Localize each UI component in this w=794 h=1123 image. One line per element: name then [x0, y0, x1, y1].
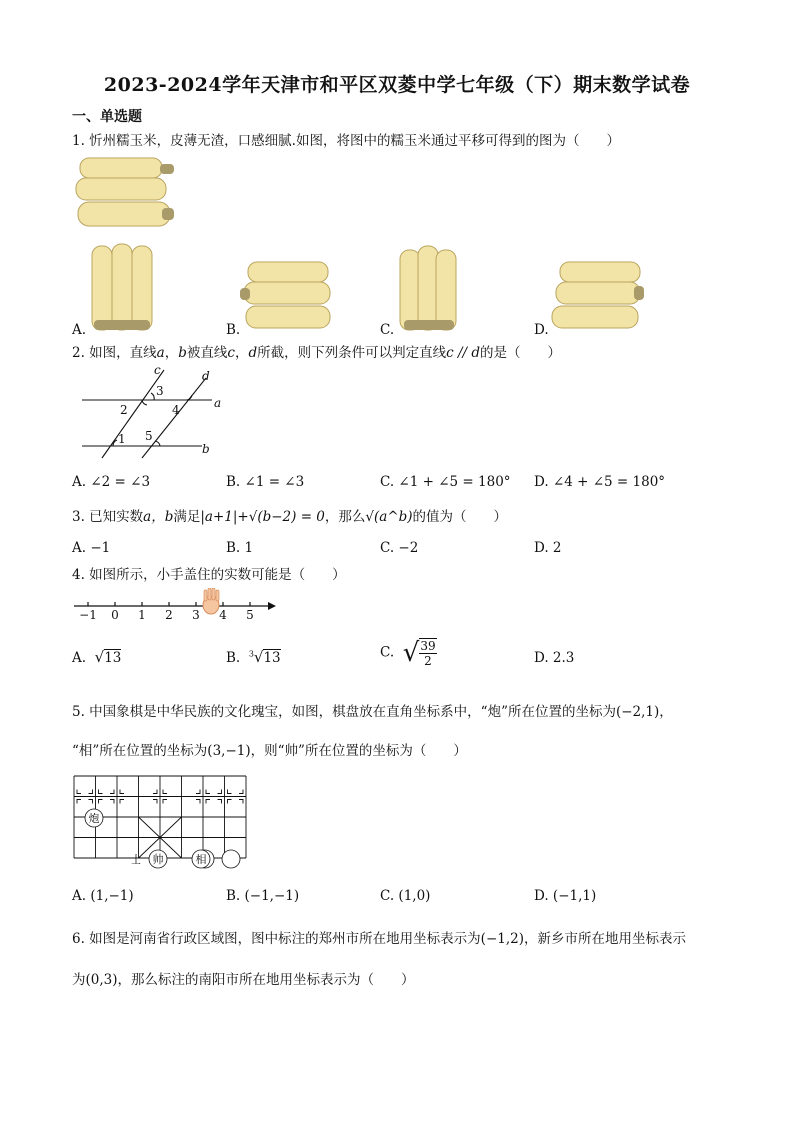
q5-option-a: A. (1,−1): [72, 888, 134, 904]
corn-option-d-image: [548, 258, 646, 334]
q5-option-c: C. (1,0): [380, 888, 431, 904]
question-4-text: 4. 如图所示，小手盖住的实数可能是（ ）: [72, 567, 346, 583]
board-mark: [153, 800, 157, 804]
q1-option-c-label: C.: [380, 322, 395, 338]
corn-original-image: [72, 154, 182, 232]
angle-2-label: 2: [120, 403, 128, 417]
piece-pao-label: 炮: [88, 812, 100, 825]
board-mark: [196, 800, 200, 804]
q2-option-c: C. ∠1 + ∠5 = 180°: [380, 474, 511, 490]
board-mark: [228, 790, 232, 794]
number-line-tick-label: −1: [79, 608, 97, 622]
board-mark: [120, 790, 124, 794]
question-1-text: 1. 忻州糯玉米，皮薄无渣，口感细腻.如图，将图中的糯玉米通过平移可得到的图为（ ）: [72, 133, 620, 149]
angle-5-label: 5: [145, 429, 153, 443]
q1-option-b-label: B.: [226, 322, 241, 338]
question-5-line-2: “相”所在位置的坐标为(3,−1)，则“帅”所在位置的坐标为（ ）: [72, 743, 467, 759]
number-line-tick-label: 1: [138, 608, 146, 622]
question-5-line-1: 5. 中国象棋是中华民族的文化瑰宝，如图，棋盘放在直角坐标系中，“炮”所在位置的坐标为(−2,1)，: [72, 704, 673, 720]
board-mark: [206, 790, 210, 794]
piece-shi-label: 士: [130, 853, 142, 866]
label-d: d: [202, 369, 210, 383]
angle-4-label: 4: [172, 403, 180, 417]
number-line-figure: [70, 588, 280, 624]
parallel-lines-figure: [72, 364, 222, 460]
number-line-tick-label: 3: [192, 608, 200, 622]
q4-option-a: A. √13: [72, 648, 122, 666]
question-6-line-2: 为(0,3)，那么标注的南阳市所在地用坐标表示为（ ）: [72, 972, 415, 988]
q2-option-a: A. ∠2 = ∠3: [72, 474, 151, 490]
corn-option-a-image: [86, 242, 158, 334]
board-mark: [110, 800, 114, 804]
board-mark: [99, 790, 103, 794]
board-mark: [77, 800, 81, 804]
board-mark: [99, 800, 103, 804]
section-heading: 一、单选题: [72, 109, 142, 125]
board-mark: [89, 800, 93, 804]
number-line-tick-label: 4: [219, 608, 227, 622]
number-line-tick-label: 5: [246, 608, 254, 622]
question-2-text: 2. 如图，直线a，b被直线c，d所截，则下列条件可以判定直线c // d的是（ ）: [72, 345, 561, 361]
board-mark: [77, 790, 81, 794]
piece-shuai: [222, 850, 240, 868]
number-line-tick-label: 0: [111, 608, 119, 622]
hand-icon: [203, 588, 219, 614]
question-6-line-1: 6. 如图是河南省行政区域图，图中标注的郑州市所在地用坐标表示为(−1,2)，新乡市所在地用坐标表示: [72, 931, 686, 947]
q1-option-a-label: A.: [72, 322, 87, 338]
question-3-text: 3. 已知实数a，b满足|a+1|+√(b−2) = 0，那么√(a^b)的值为（ ）: [72, 509, 508, 525]
label-a: a: [214, 396, 222, 410]
board-mark: [89, 790, 93, 794]
corn-option-b-image: [240, 258, 336, 334]
q5-option-b: B. (−1,−1): [226, 888, 300, 904]
board-mark: [206, 800, 210, 804]
board-mark: [218, 790, 222, 794]
corn-option-c-image: [396, 244, 462, 334]
q2-option-d: D. ∠4 + ∠5 = 180°: [534, 474, 666, 490]
board-mark: [228, 800, 232, 804]
board-mark: [110, 790, 114, 794]
angle-1-label: 1: [118, 432, 126, 446]
q4-option-d: D. 2.3: [534, 650, 575, 666]
chess-board-figure: [70, 772, 260, 872]
board-mark: [163, 800, 167, 804]
q2-option-b: B. ∠1 = ∠3: [226, 474, 305, 490]
board-mark: [120, 800, 124, 804]
page-title: 2023-2024学年天津市和平区双菱中学七年级（下）期末数学试卷: [103, 74, 691, 96]
q5-option-d: D. (−1,1): [534, 888, 597, 904]
board-mark: [196, 790, 200, 794]
angle-3-label: 3: [156, 384, 164, 398]
label-b: b: [202, 442, 210, 456]
board-mark: [239, 800, 243, 804]
q3-option-d: D. 2: [534, 540, 562, 556]
label-c: c: [154, 364, 161, 377]
q4-option-b: B. $^3$√13: [226, 648, 281, 666]
number-line-tick-label: 2: [165, 608, 173, 622]
board-mark: [239, 790, 243, 794]
board-mark: [153, 790, 157, 794]
q4-option-c: C. √ $\frac{39}{2}$: [380, 638, 436, 668]
board-mark: [218, 800, 222, 804]
q1-option-d-label: D.: [534, 322, 549, 338]
q3-option-b: B. 1: [226, 540, 254, 556]
piece-shuai-label: 帅: [152, 853, 164, 866]
piece-xiang-label: 相: [195, 853, 207, 866]
q3-option-a: A. −1: [72, 540, 111, 556]
board-mark: [163, 790, 167, 794]
q3-option-c: C. −2: [380, 540, 419, 556]
